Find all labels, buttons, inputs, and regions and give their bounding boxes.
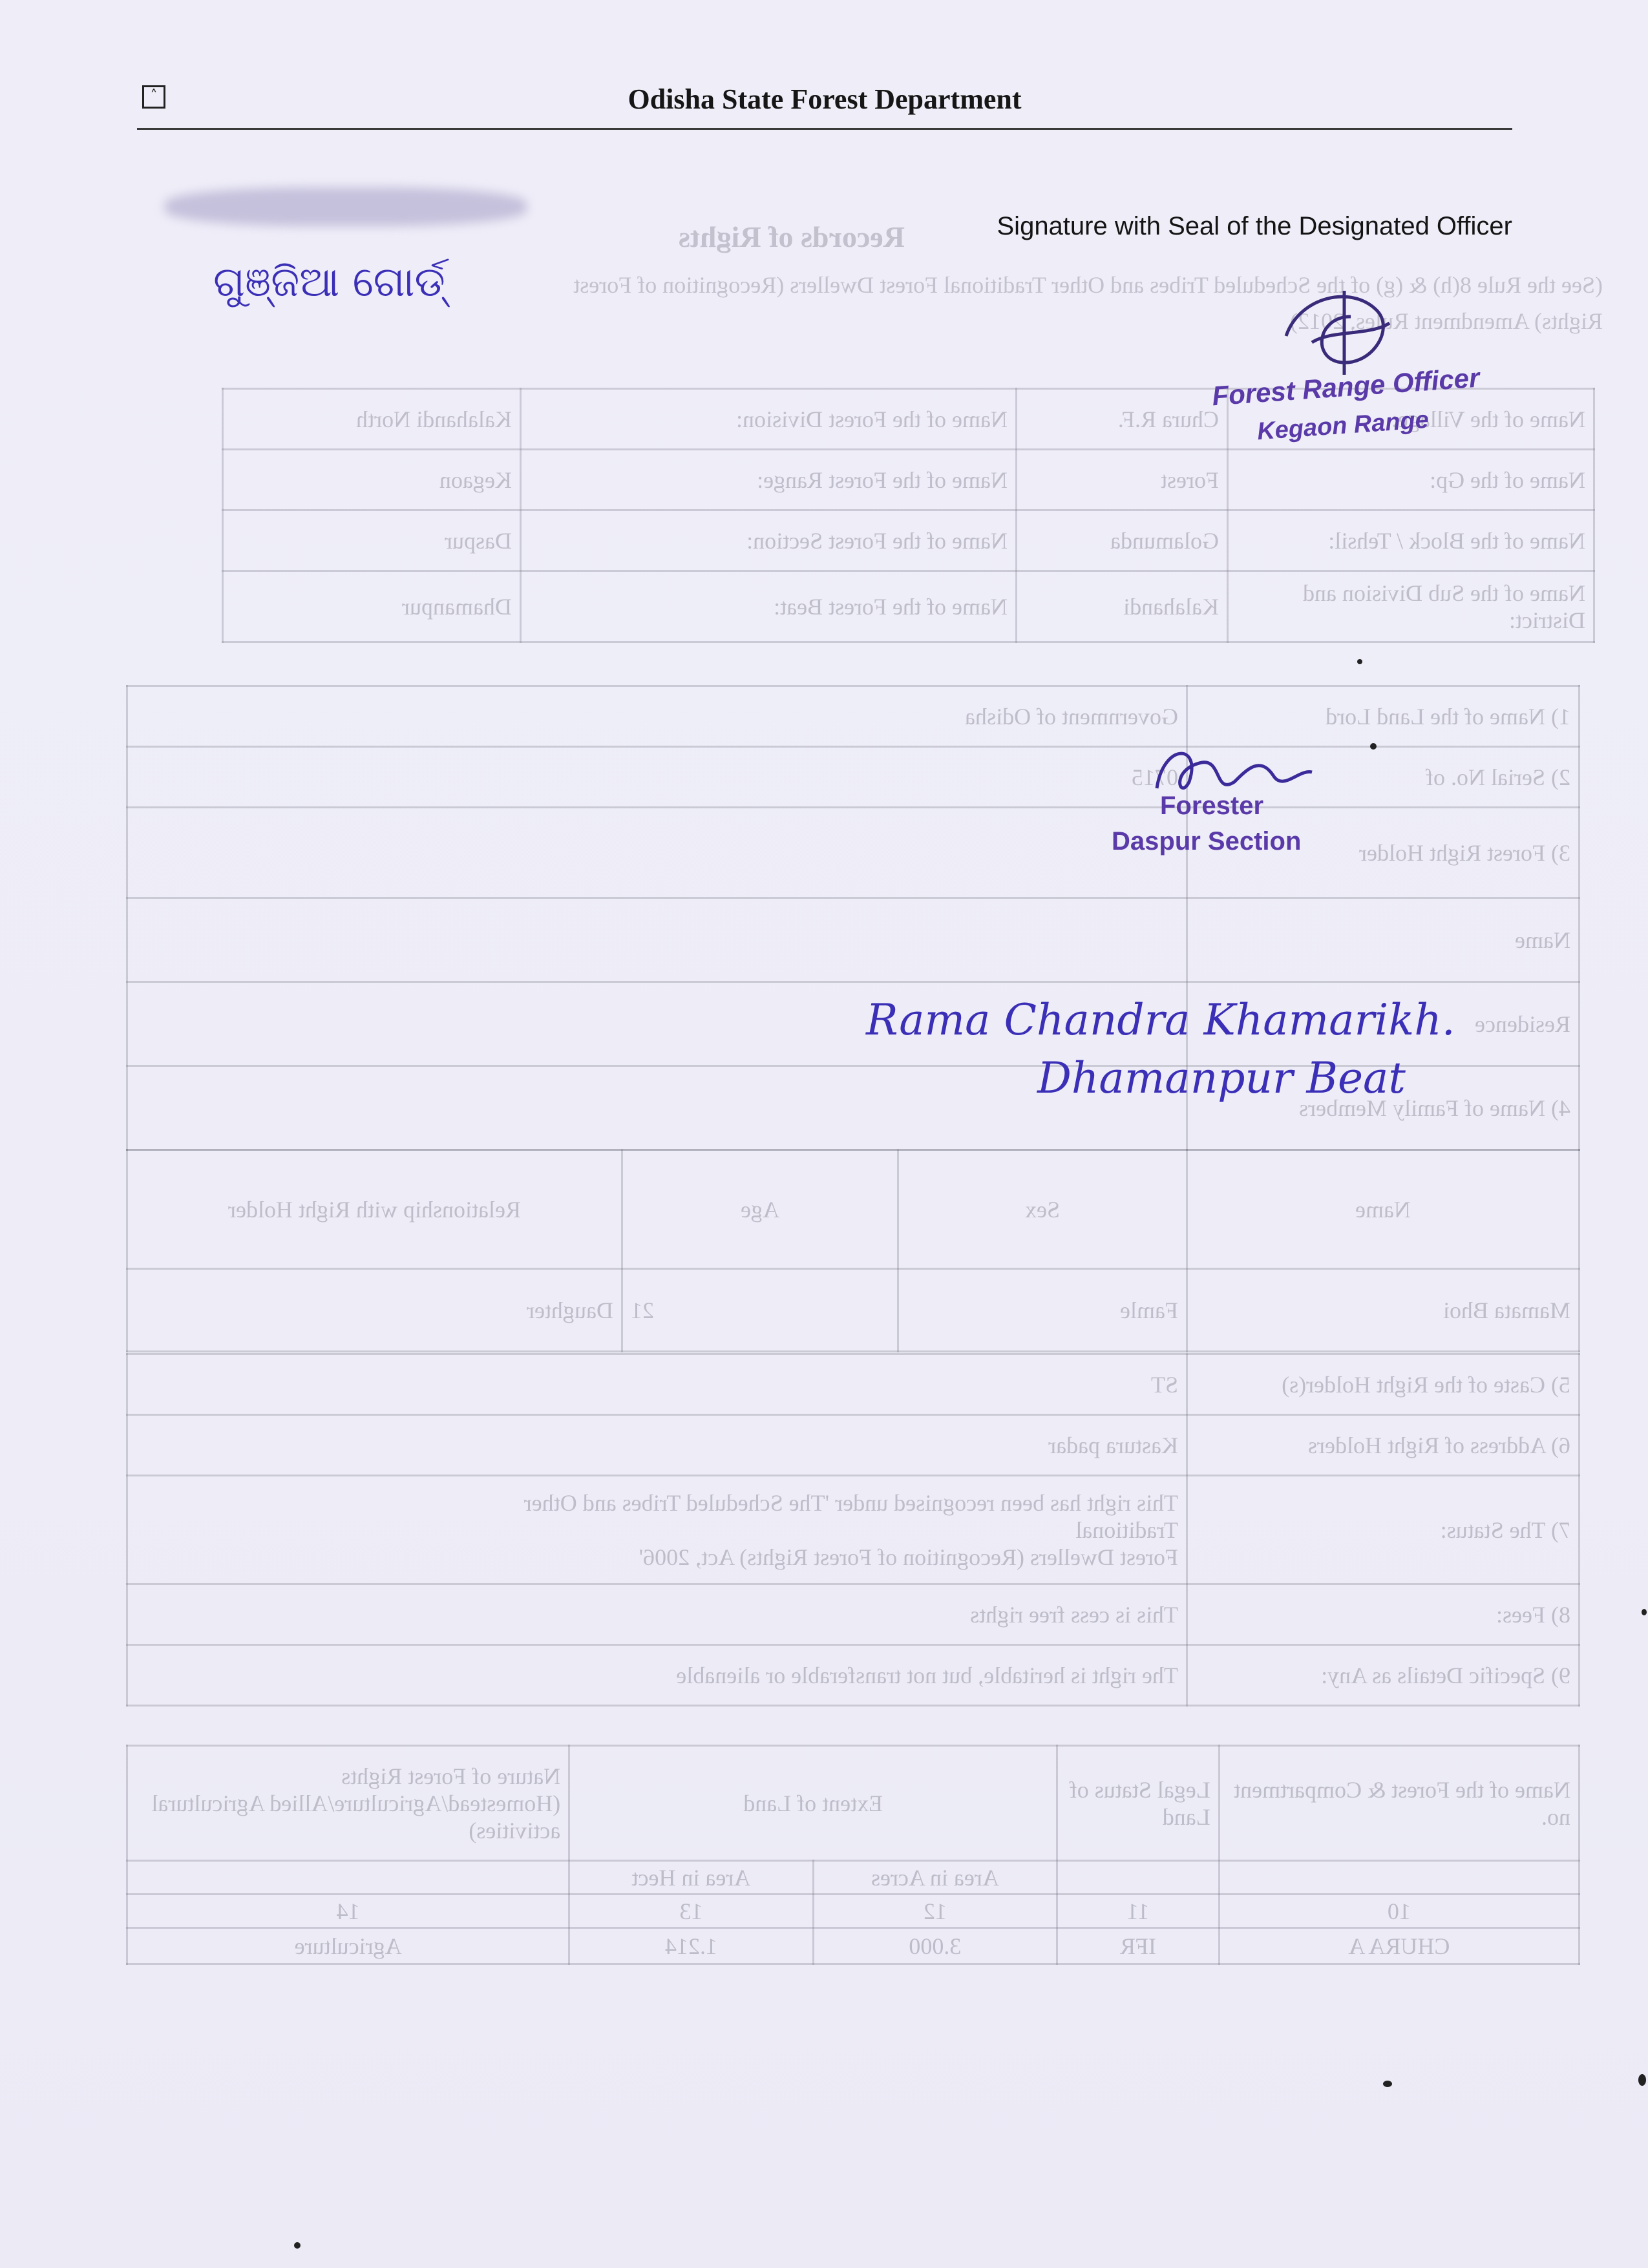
handwritten-holder-beat: Dhamanpur Beat (1037, 1053, 1406, 1103)
cell: Daspur (223, 510, 521, 571)
cell: Nature of Forest Rights (Homestead/Agriculture/Allied Agricultural activities) (127, 1746, 569, 1861)
cell: Name of the Gp: (1228, 450, 1594, 510)
ink-speck (1642, 1609, 1647, 1615)
cell: 1.214 (569, 1928, 813, 1964)
cell: 13 (569, 1895, 813, 1928)
ink-speck (1370, 743, 1377, 750)
cell: Name of the Forest Division: (521, 389, 1017, 450)
cell (127, 1861, 569, 1895)
cell: 8) Fees: (1187, 1584, 1579, 1645)
arrow-box-icon: ˄ (142, 85, 165, 109)
cell: Kastura padar (127, 1415, 1187, 1476)
header-rule (137, 128, 1512, 130)
cell: 1) Name of the Land Lord (1187, 686, 1579, 747)
status-line-2: Traditional (1075, 1517, 1178, 1543)
forester-stamp-section: Daspur Section (1112, 827, 1302, 856)
cell: Forest (1017, 450, 1228, 510)
cell: 5) Caste of the Right Holder(s) (1187, 1354, 1579, 1415)
forester-stamp-title: Forester (1160, 792, 1264, 820)
ink-speck (1357, 659, 1362, 664)
cell (1219, 1861, 1579, 1895)
officer-stamp-range: Kegaon Range (1256, 406, 1430, 446)
cell: Legal Status of Land (1057, 1746, 1220, 1861)
status-line-3: Forest Dwellers (Recognition of Forest Rights) Act, 2006' (639, 1544, 1178, 1570)
cell: 12 (813, 1895, 1057, 1928)
cell: CHURA A (1219, 1928, 1579, 1964)
page-header (137, 76, 1512, 128)
cell: 4) Name of Family Members (1187, 1066, 1579, 1150)
cell: Kegaon (223, 450, 521, 510)
cell: ST (127, 1354, 1187, 1415)
cell (127, 1066, 1187, 1150)
cell: Government of Odisha (127, 686, 1187, 747)
cell (1057, 1861, 1220, 1895)
ink-speck (1383, 2081, 1392, 2087)
cell: Name (1187, 898, 1579, 982)
ink-speck (1638, 2074, 1646, 2086)
reverse-subheading-2: Rights) Amendment Rules, 2012) (1290, 308, 1603, 334)
cell: 2) Serial No. of (1187, 747, 1579, 808)
cell: 11 (1057, 1895, 1220, 1928)
cell: Name of the Block / Tehsil: (1228, 510, 1594, 571)
cell: Age (622, 1150, 898, 1269)
cell: Relationship with Right Holder (127, 1150, 622, 1269)
cell: Name of the Forest Beat: (521, 571, 1017, 642)
cell (127, 1476, 1187, 1584)
cell: 3) Forest Right Holder (1187, 808, 1579, 898)
cell: The right is heritable, but not transferable or alienable (127, 1645, 1187, 1706)
cell: Name of the Village: (1228, 389, 1594, 450)
cell: Area in Acres (813, 1861, 1057, 1895)
cell: IFR (1057, 1928, 1220, 1964)
handwritten-holder-name: Rama Chandra Khamarikh. (866, 995, 1455, 1045)
cell: Area in Hect (569, 1861, 813, 1895)
cell: Name of the Forest Section: (521, 510, 1017, 571)
cell: 10 (1219, 1895, 1579, 1928)
cell: Golamunda (1017, 510, 1228, 571)
cell: 6) Address of Right Holders (1187, 1415, 1579, 1476)
cell: 9) Specific Details as Any: (1187, 1645, 1579, 1706)
cell: Extent of Land (569, 1746, 1057, 1861)
cell: Chura R.F. (1017, 389, 1228, 450)
cell: Name of the Forest Range: (521, 450, 1017, 510)
reverse-land-table (126, 1745, 1580, 1965)
ink-speck (294, 2242, 301, 2249)
cell: Famle (898, 1269, 1187, 1352)
cell: 3.000 (813, 1928, 1057, 1964)
cell (127, 808, 1187, 898)
cell: Name of the Sub Division and District: (1228, 571, 1594, 642)
status-line-1: This right has been recognised under 'The Scheduled Tribes and Other (523, 1489, 1178, 1516)
reverse-heading: Records of Rights (678, 220, 905, 253)
cell: Kalahandi North (223, 389, 521, 450)
reverse-status-table (126, 1353, 1580, 1706)
cell: 14 (127, 1895, 569, 1928)
odia-handwriting: ଗୁଞ୍ଜିଆ ଗୋର୍ଡ୍ (213, 258, 445, 306)
cell: This is cess free rights (127, 1584, 1187, 1645)
cell: Daughter (127, 1269, 622, 1352)
cell: Agriculture (127, 1928, 569, 1964)
cell: Kalahandi (1017, 571, 1228, 642)
cell: Dhamanpur (223, 571, 521, 642)
cell: Mamata Bhoi (1187, 1269, 1579, 1352)
smudged-handwriting (165, 187, 527, 226)
cell: Name of the Forest & Compartment no. (1219, 1746, 1579, 1861)
cell: Residence (1187, 982, 1579, 1066)
page-title: Odisha State Forest Department (628, 83, 1022, 115)
cell: 0715 (127, 747, 1187, 808)
cell: 7) The Status: (1187, 1476, 1579, 1584)
cell (127, 898, 1187, 982)
cell: 21 (622, 1269, 898, 1352)
signature-label: Signature with Seal of the Designated Officer (997, 212, 1512, 240)
reverse-subheading-1: (See the Rule 8(h) & (g) of the Scheduled Tribes and Other Traditional Forest Dwellers (Recognition of Forest (573, 272, 1603, 298)
officer-stamp-title: Forest Range Officer (1210, 362, 1481, 412)
cell: Name (1187, 1150, 1579, 1269)
reverse-family-table (126, 1149, 1580, 1352)
cell: Sex (898, 1150, 1187, 1269)
